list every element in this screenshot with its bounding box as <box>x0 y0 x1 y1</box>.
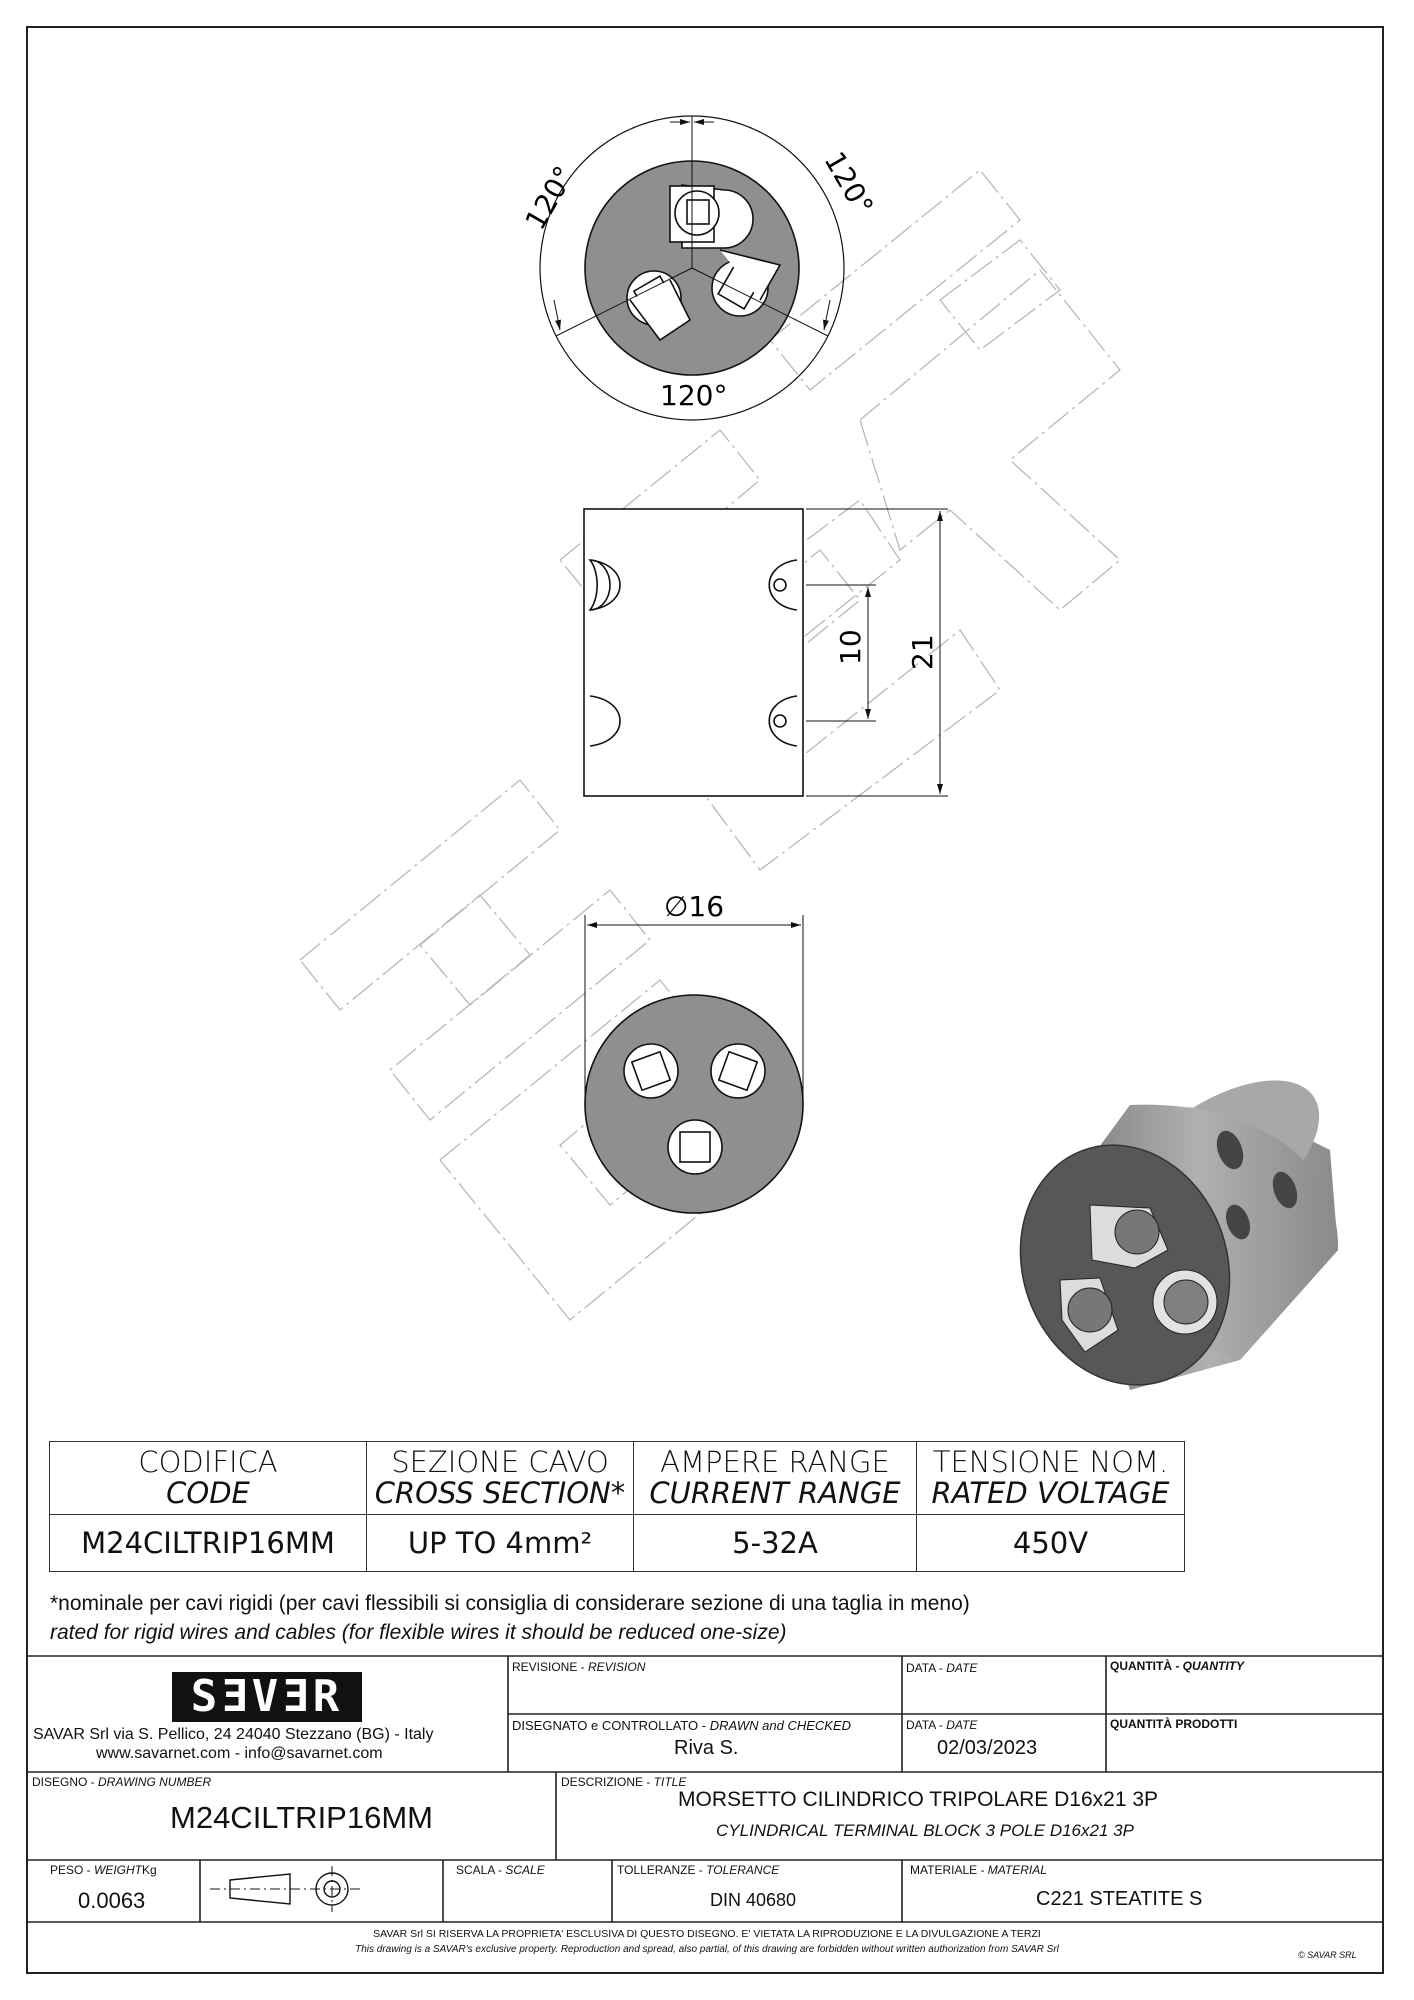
title-label: DESCRIZIONE - TITLE <box>561 1775 687 1789</box>
date-value: 02/03/2023 <box>937 1737 1038 1759</box>
drawing-number-label: DISEGNO - DRAWING NUMBER <box>32 1775 212 1789</box>
company-web: www.savarnet.com - info@savarnet.com <box>96 1745 383 1762</box>
weight-label: PESO - WEIGHTKg <box>50 1863 157 1877</box>
header-code: CODIFICA CODE <box>50 1442 367 1515</box>
angle-label-right: 120° <box>817 146 880 221</box>
projection-symbol <box>210 1866 362 1912</box>
material-value: C221 STEATITE S <box>1036 1888 1203 1910</box>
weight-value: 0.0063 <box>78 1888 146 1913</box>
dim-diameter: ∅16 <box>664 890 725 923</box>
date-label: DATA - DATE <box>906 1661 978 1675</box>
savar-logo: SƎVƎR <box>172 1672 362 1722</box>
footer-italian: SAVAR Srl SI RISERVA LA PROPRIETA' ESCLUSIVA DI QUESTO DISEGNO. E' VIETATA LA RIPRODUZIONE E LA DIVULGAZIONE A TERZI <box>373 1928 1041 1940</box>
angle-label-bottom: 120° <box>660 379 728 412</box>
value-code: M24CILTRIP16MM <box>50 1515 367 1572</box>
note-english: rated for rigid wires and cables (for flexible wires it should be reduced one-size) <box>50 1621 787 1644</box>
value-rated-voltage: 450V <box>917 1515 1185 1572</box>
drawn-by: Riva S. <box>674 1737 739 1759</box>
material-label: MATERIALE - MATERIAL <box>910 1863 1047 1877</box>
copyright: © SAVAR SRL <box>1298 1950 1357 1960</box>
title-english: CYLINDRICAL TERMINAL BLOCK 3 POLE D16x21 3P <box>716 1821 1134 1840</box>
value-current-range: 5-32A <box>634 1515 917 1572</box>
header-current-range: AMPERE RANGE CURRENT RANGE <box>634 1442 917 1515</box>
footer-english: This drawing is a SAVAR's exclusive property. Reproduction and spread, also partial, of this drawing are forbidden without written authorization from SAVAR Srl <box>355 1944 1059 1955</box>
quantity-label: QUANTITÀ - QUANTITY <box>1110 1659 1244 1673</box>
dim-hole-spacing: 10 <box>834 629 867 665</box>
tolerance-label: TOLLERANZE - TOLERANCE <box>617 1863 780 1877</box>
quantity-products-label: QUANTITÀ PRODOTTI <box>1110 1717 1238 1731</box>
drawing-number: M24CILTRIP16MM <box>170 1800 433 1835</box>
drawn-checked-label: DISEGNATO e CONTROLLATO - DRAWN and CHECKED <box>512 1718 852 1733</box>
tolerance-value: DIN 40680 <box>710 1890 797 1910</box>
date2-label: DATA - DATE <box>906 1718 978 1732</box>
company-address: SAVAR Srl via S. Pellico, 24 24040 Stezzano (BG) - Italy <box>33 1726 434 1743</box>
title-italian: MORSETTO CILINDRICO TRIPOLARE D16x21 3P <box>678 1788 1159 1811</box>
revision-label: REVISIONE - REVISION <box>512 1660 646 1674</box>
scale-label: SCALA - SCALE <box>456 1863 545 1877</box>
note-italian: *nominale per cavi rigidi (per cavi flessibili si consiglia di considerare sezione di una taglia in meno) <box>50 1592 970 1615</box>
angle-label-left: 120° <box>518 160 581 236</box>
header-rated-voltage: TENSIONE NOM. RATED VOLTAGE <box>917 1442 1185 1515</box>
value-cross-section: UP TO 4mm² <box>367 1515 634 1572</box>
dim-height: 21 <box>906 634 939 670</box>
header-cross-section: SEZIONE CAVO CROSS SECTION* <box>367 1442 634 1515</box>
